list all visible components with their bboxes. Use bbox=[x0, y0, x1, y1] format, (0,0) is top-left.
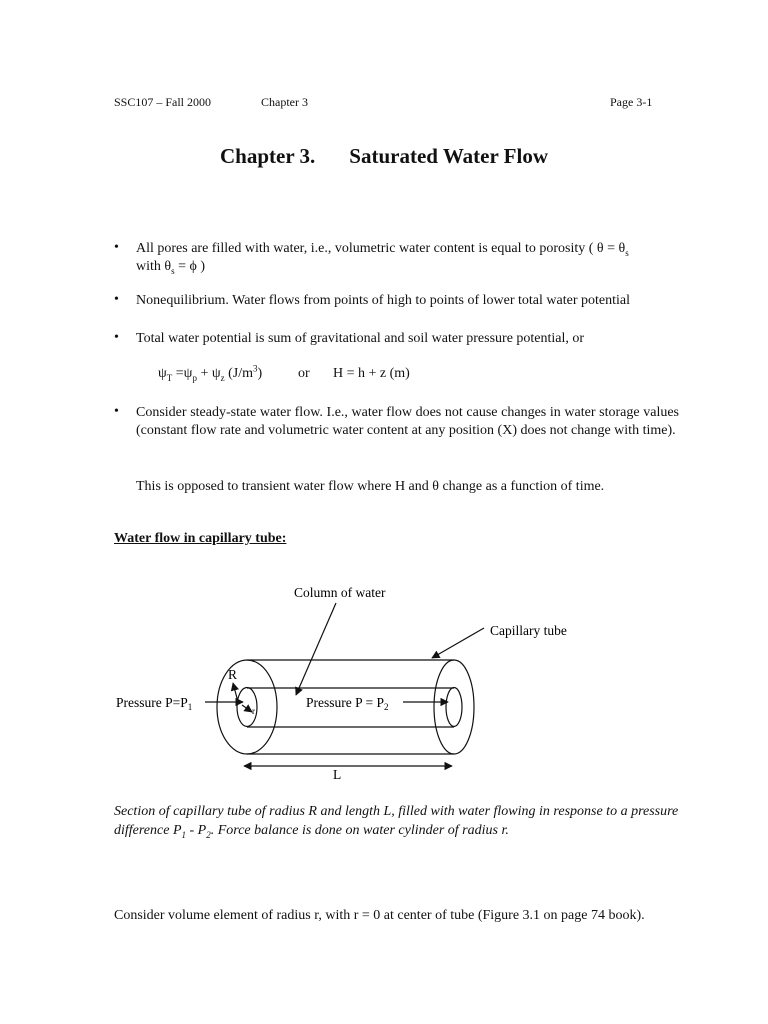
capillary-tube-label: Capillary tube bbox=[490, 623, 567, 638]
radius-R-label: R bbox=[228, 667, 238, 682]
caption-text: Section of capillary tube of radius R and length L, filled with water flowing in response to a pressure difference P bbox=[114, 804, 679, 838]
capillary-tube-figure bbox=[0, 575, 768, 790]
page-title bbox=[0, 144, 768, 169]
bullet-dot: • bbox=[114, 240, 119, 255]
header-chapter: Chapter 3 bbox=[261, 95, 308, 109]
caption-text: - P bbox=[186, 823, 207, 838]
bullet-porosity bbox=[136, 240, 679, 276]
section-heading: Water flow in capillary tube: bbox=[114, 531, 287, 546]
head-equation: H = h + z (m) bbox=[333, 366, 410, 381]
pressure-p1-label: Pressure $P=P_1$ bbox=[116, 695, 193, 712]
bullet-nonequilibrium: Nonequilibrium. Water flows from points of high to points of lower total water potential bbox=[136, 293, 630, 308]
bullet-dot: • bbox=[114, 292, 119, 307]
outer-tube-left-end bbox=[217, 660, 277, 754]
title-number: Chapter 3. bbox=[220, 144, 316, 168]
theta-s-sub: s bbox=[625, 247, 629, 258]
bullet-porosity-line2-end: = ϕ ) bbox=[174, 259, 206, 274]
column-of-water-label: Column of water bbox=[294, 585, 386, 600]
bullet-porosity-line1: All pores are filled with water, i.e., volumetric water content is equal to porosity ( θ = θ bbox=[136, 241, 626, 256]
closing-paragraph: Consider volume element of radius r, with r = 0 at center of tube (Figure 3.1 on page 74 book). bbox=[114, 908, 645, 923]
title-text: Saturated Water Flow bbox=[349, 144, 548, 168]
eq-part: =ψ bbox=[172, 366, 193, 381]
radius-r-label: r bbox=[252, 706, 255, 716]
equation-or: or bbox=[298, 366, 310, 381]
column-leader-arrow bbox=[296, 603, 336, 695]
sub-z: z bbox=[220, 372, 225, 383]
bullet-steady-state: Consider steady-state water flow. I.e., water flow does not cause changes in water storage values (constant flow rate and volumetric water content at any position (X) does not change with time). bbox=[136, 405, 679, 438]
sup-3: 3 bbox=[253, 363, 258, 374]
caption-sub-1: 1 bbox=[181, 829, 187, 840]
water-column-right-end bbox=[446, 688, 462, 727]
psi-symbol: ψ bbox=[158, 366, 167, 381]
eq-units-end: ) bbox=[257, 366, 263, 381]
bullet-porosity-line2: with θ bbox=[136, 259, 172, 274]
tube-leader-arrow bbox=[432, 628, 484, 658]
radius-r-arrow bbox=[242, 705, 252, 712]
caption-sub-2: 2 bbox=[206, 829, 211, 840]
transient-note: This is opposed to transient water flow where H and θ change as a function of time. bbox=[136, 479, 605, 494]
figure-caption bbox=[114, 802, 684, 840]
bullet-dot: • bbox=[114, 404, 119, 419]
header-page-number: Page 3-1 bbox=[610, 95, 653, 109]
bullet-dot: • bbox=[114, 330, 119, 345]
radius-R-arrow bbox=[233, 683, 238, 702]
pressure-p2-label: Pressure $P = P_2$ bbox=[306, 695, 389, 712]
eq-units: (J/m bbox=[224, 366, 253, 381]
theta-s-sub-2: s bbox=[171, 265, 175, 276]
header-course: SSC107 – Fall 2000 bbox=[114, 95, 212, 109]
potential-equation bbox=[158, 363, 263, 383]
eq-part: + ψ bbox=[196, 366, 221, 381]
length-L-label: L bbox=[333, 767, 342, 782]
bullet-total-potential: Total water potential is sum of gravitational and soil water pressure potential, or bbox=[136, 331, 585, 346]
sub-p: p bbox=[192, 372, 197, 383]
caption-text: . Force balance is done on water cylinder of radius r. bbox=[210, 823, 509, 838]
outer-tube-right-end bbox=[434, 660, 474, 754]
sub-T: T bbox=[166, 372, 173, 383]
